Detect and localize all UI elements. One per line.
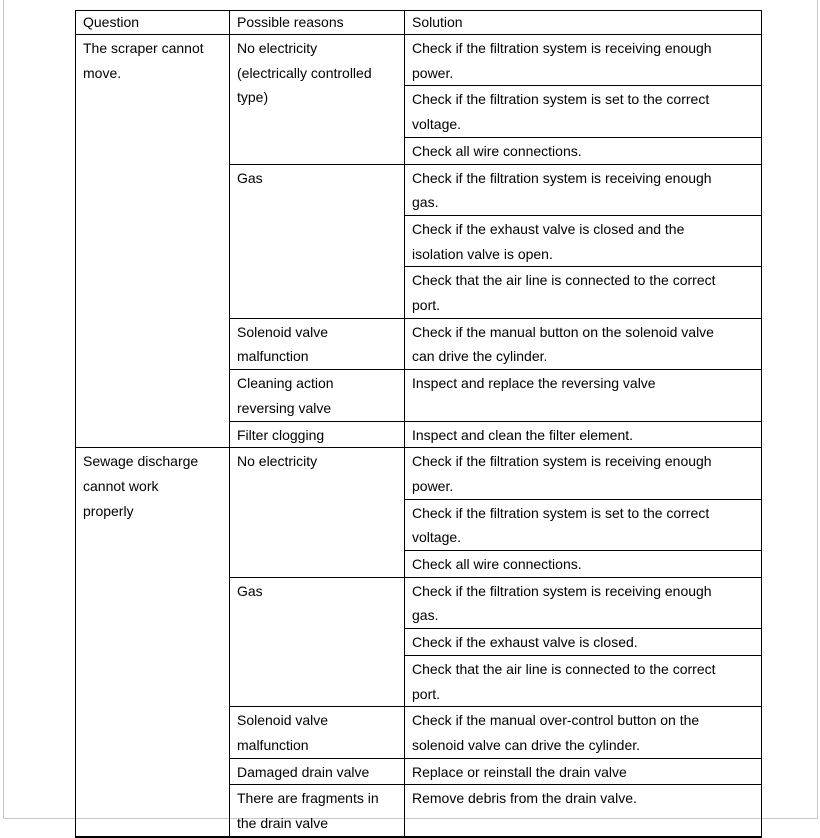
reason-cell: Cleaning action reversing valve xyxy=(230,370,405,421)
solution-cell: Inspect and replace the reversing valve xyxy=(405,370,762,421)
table-header-row xyxy=(76,11,762,35)
solution-cell: Check all wire connections. xyxy=(405,551,762,578)
solution-cell: Check if the filtration system is set to the correct voltage. xyxy=(405,499,762,550)
header-cell-solution: Solution xyxy=(405,11,762,35)
reason-cell: There are fragments in the drain valve xyxy=(230,785,405,837)
question-cell: The scraper cannot move. xyxy=(76,35,230,448)
reason-cell: Filter clogging xyxy=(230,421,405,448)
solution-cell: Check if the filtration system is set to the correct voltage. xyxy=(405,86,762,137)
solution-cell: Check if the manual button on the solenoid valve can drive the cylinder. xyxy=(405,318,762,369)
solution-cell: Check if the exhaust valve is closed. xyxy=(405,629,762,656)
solution-cell: Check if the exhaust valve is closed and the isolation valve is open. xyxy=(405,215,762,266)
question-cell: Sewage discharge cannot work properly xyxy=(76,448,230,837)
solution-cell: Remove debris from the drain valve. xyxy=(405,785,762,837)
page-edge-right xyxy=(817,0,818,818)
reason-cell: No electricity (electrically controlled type) xyxy=(230,35,405,165)
troubleshooting-table xyxy=(75,10,762,838)
solution-cell: Check if the filtration system is receiving enough power. xyxy=(405,448,762,499)
reason-cell: Gas xyxy=(230,164,405,318)
header-cell-question: Question xyxy=(76,11,230,35)
solution-cell: Check that the air line is connected to the correct port. xyxy=(405,267,762,318)
solution-cell: Check if the filtration system is receiving enough power. xyxy=(405,35,762,86)
solution-cell: Check if the manual over-control button on the solenoid valve can drive the cylinder. xyxy=(405,707,762,758)
solution-cell: Check that the air line is connected to the correct port. xyxy=(405,655,762,706)
header-cell-possible-reasons: Possible reasons xyxy=(230,11,405,35)
solution-cell: Inspect and clean the filter element. xyxy=(405,421,762,448)
reason-cell: Gas xyxy=(230,577,405,707)
solution-cell: Check if the filtration system is receiving enough gas. xyxy=(405,577,762,628)
reason-cell: No electricity xyxy=(230,448,405,578)
table-row xyxy=(76,448,762,499)
reason-cell: Solenoid valve malfunction xyxy=(230,318,405,369)
solution-cell: Check all wire connections. xyxy=(405,137,762,164)
solution-cell: Replace or reinstall the drain valve xyxy=(405,758,762,785)
reason-cell: Damaged drain valve xyxy=(230,758,405,785)
reason-cell: Solenoid valve malfunction xyxy=(230,707,405,758)
table-row xyxy=(76,35,762,86)
page-edge-left xyxy=(3,0,4,818)
solution-cell: Check if the filtration system is receiving enough gas. xyxy=(405,164,762,215)
